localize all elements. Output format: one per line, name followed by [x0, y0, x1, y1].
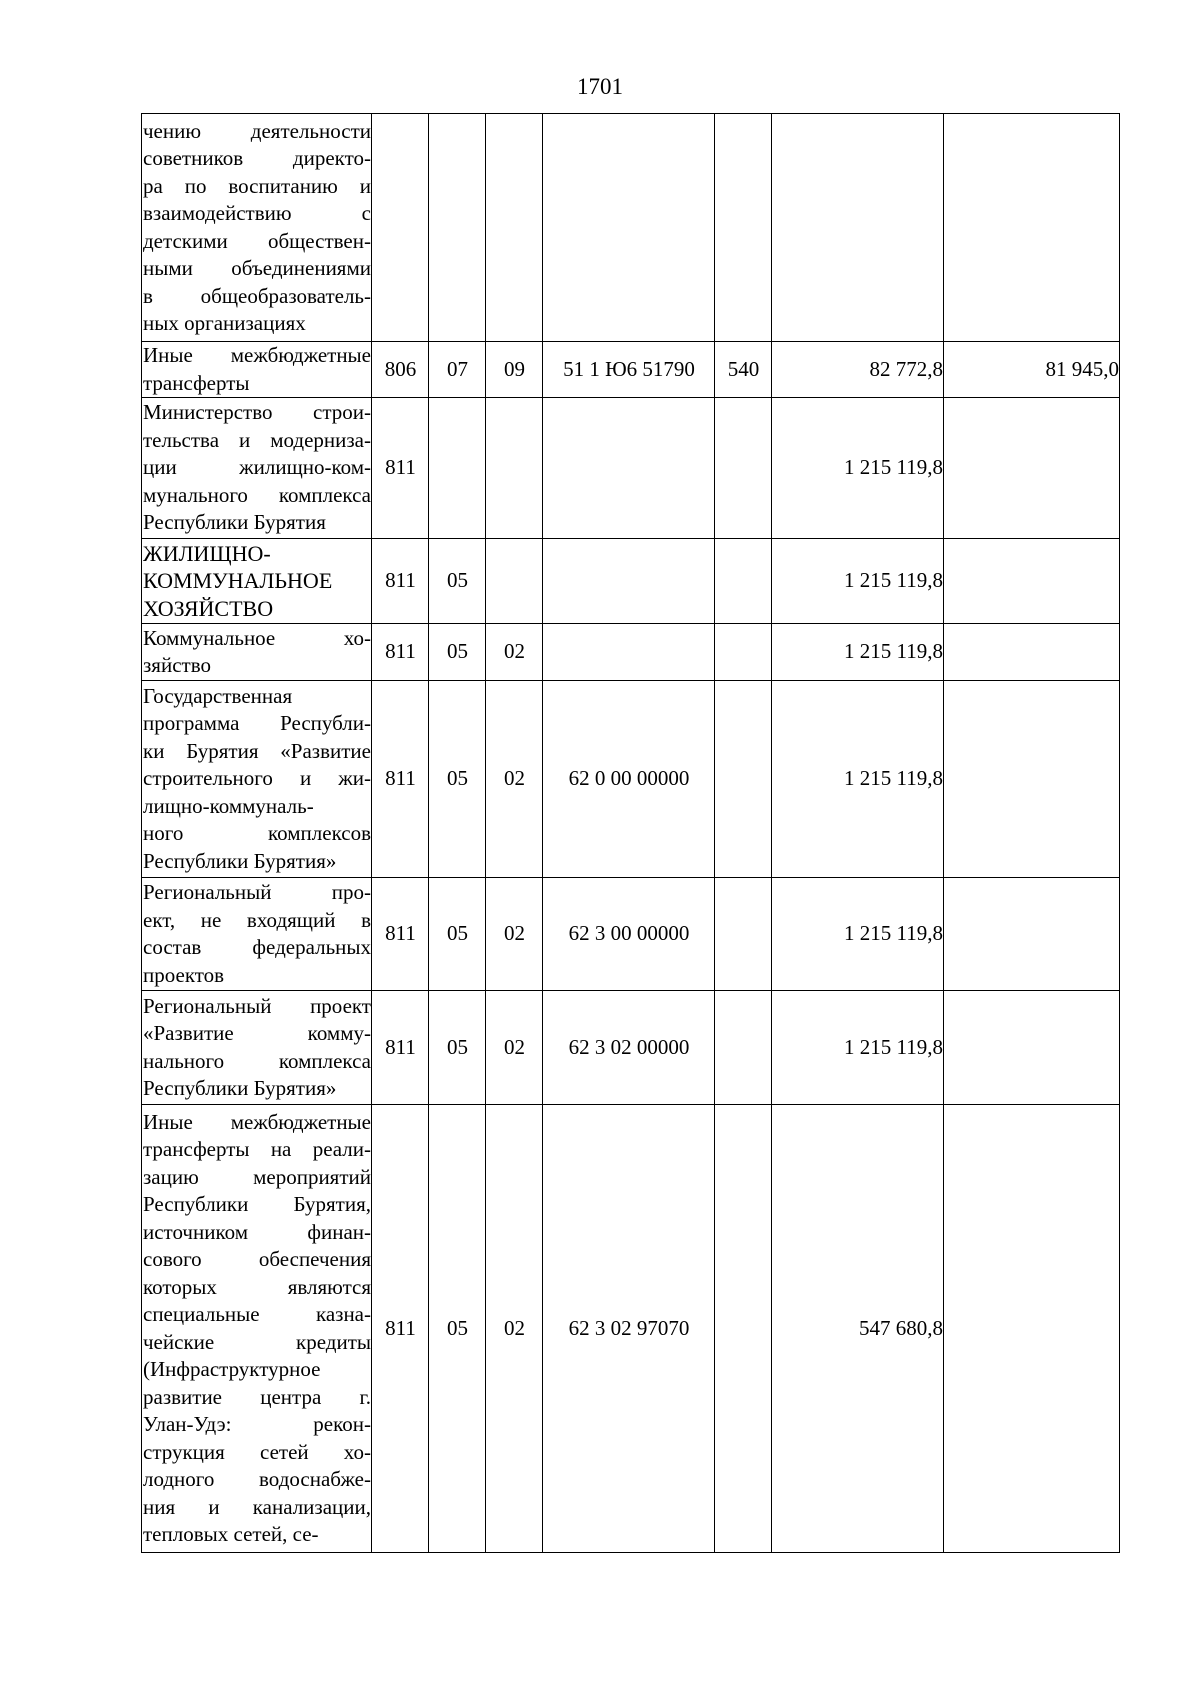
cell-amount-2 — [944, 1105, 1120, 1553]
cell-amount-1: 1 215 119,8 — [772, 624, 944, 681]
name-line: взаимодействию с — [143, 201, 371, 225]
name-line: проектов — [143, 962, 225, 987]
name-line: чейские кредиты — [143, 1329, 371, 1354]
cell-expense-type — [715, 1105, 772, 1553]
name-line: лищно-коммуналь- — [143, 793, 314, 818]
cell-subsection — [486, 114, 543, 342]
name-line: ки Бурятия «Развитие — [143, 738, 371, 763]
table-row — [142, 681, 1120, 878]
cell-amount-1: 1 215 119,8 — [772, 539, 944, 624]
name-line: Иные межбюджетные — [143, 1109, 371, 1134]
cell-subsection: 02 — [486, 681, 543, 878]
name-line: КОММУНАЛЬНОЕ — [143, 568, 333, 594]
name-line: Министерство строи- — [143, 400, 371, 425]
cell-subsection: 02 — [486, 991, 543, 1105]
cell-section: 05 — [429, 624, 486, 681]
cell-grbs: 806 — [372, 342, 429, 398]
name-line: Региональный проект — [143, 993, 371, 1018]
cell-section: 05 — [429, 878, 486, 991]
name-line: ект, не входящий в — [143, 907, 371, 932]
cell-name — [142, 114, 372, 342]
name-line: трансферты — [143, 370, 250, 395]
name-line: Республики Бурятия — [143, 510, 326, 535]
cell-amount-2 — [944, 114, 1120, 342]
cell-subsection: 09 — [486, 342, 543, 398]
cell-grbs: 811 — [372, 991, 429, 1105]
cell-grbs: 811 — [372, 1105, 429, 1553]
name-line: Республики Бурятия, — [143, 1192, 371, 1216]
cell-section: 05 — [429, 1105, 486, 1553]
cell-name — [142, 539, 372, 624]
name-line: ния и канализации, — [143, 1494, 371, 1519]
name-line: лодного водоснабже- — [143, 1467, 371, 1491]
name-line: ного комплексов — [143, 821, 371, 846]
name-line: детскими обществен- — [143, 228, 371, 253]
cell-amount-2 — [944, 624, 1120, 681]
cell-expense-type — [715, 398, 772, 539]
cell-section — [429, 398, 486, 539]
cell-amount-2 — [944, 991, 1120, 1105]
name-line: состав федеральных — [143, 935, 371, 959]
name-line: специальные казна- — [143, 1302, 371, 1326]
name-line: в общеобразователь- — [143, 283, 371, 308]
name-line: Региональный про- — [143, 880, 371, 904]
cell-section: 07 — [429, 342, 486, 398]
name-line: «Развитие комму- — [143, 1021, 371, 1045]
cell-amount-1 — [772, 114, 944, 342]
name-line: Улан-Удэ: рекон- — [143, 1412, 371, 1436]
name-line: струкция сетей хо- — [143, 1439, 371, 1464]
name-line: развитие центра г. — [143, 1384, 371, 1409]
cell-expense-type — [715, 681, 772, 878]
name-line: источником финан- — [143, 1219, 371, 1244]
name-line: советников директо- — [143, 146, 371, 170]
name-line: ЖИЛИЩНО- — [143, 540, 271, 566]
cell-amount-2 — [944, 878, 1120, 991]
cell-grbs: 811 — [372, 398, 429, 539]
cell-subsection: 02 — [486, 1105, 543, 1553]
name-line: (Инфраструктурное — [143, 1357, 321, 1381]
cell-target-article: 62 3 02 00000 — [543, 991, 715, 1105]
cell-grbs: 811 — [372, 624, 429, 681]
cell-expense-type: 540 — [715, 342, 772, 398]
cell-target-article: 62 3 02 97070 — [543, 1105, 715, 1553]
cell-subsection: 02 — [486, 624, 543, 681]
name-line: ными объединениями — [143, 256, 371, 280]
cell-amount-2: 81 945,0 — [944, 342, 1120, 398]
name-line: тельства и модерниза- — [143, 427, 371, 452]
name-line: ра по воспитанию и — [143, 173, 371, 198]
table-row — [142, 624, 1120, 681]
cell-name — [142, 991, 372, 1105]
cell-grbs — [372, 114, 429, 342]
cell-amount-2 — [944, 539, 1120, 624]
cell-target-article — [543, 624, 715, 681]
cell-target-article — [543, 539, 715, 624]
name-line: сового обеспечения — [143, 1247, 371, 1271]
cell-expense-type — [715, 991, 772, 1105]
cell-name — [142, 342, 372, 398]
name-line: нального комплекса — [143, 1048, 371, 1073]
name-line: трансферты на реали- — [143, 1137, 371, 1161]
name-line: ХОЗЯЙСТВО — [143, 595, 274, 621]
name-line: зацию мероприятий — [143, 1164, 371, 1189]
cell-grbs: 811 — [372, 539, 429, 624]
name-line: программа Республи- — [143, 711, 371, 736]
name-line: Иные межбюджетные — [143, 343, 371, 367]
name-line: строительного и жи- — [143, 766, 371, 791]
cell-grbs: 811 — [372, 681, 429, 878]
cell-amount-1: 82 772,8 — [772, 342, 944, 398]
cell-amount-1: 1 215 119,8 — [772, 681, 944, 878]
cell-section: 05 — [429, 539, 486, 624]
cell-section — [429, 114, 486, 342]
name-line: тепловых сетей, се- — [143, 1522, 319, 1546]
name-line: мунального комплекса — [143, 482, 371, 507]
cell-name — [142, 681, 372, 878]
table-row — [142, 342, 1120, 398]
cell-subsection: 02 — [486, 878, 543, 991]
table-row — [142, 114, 1120, 342]
name-line: ции жилищно-ком- — [143, 455, 371, 480]
name-line: Республики Бурятия» — [143, 1076, 337, 1100]
cell-expense-type — [715, 539, 772, 624]
name-line: Коммунальное хо- — [143, 625, 371, 650]
cell-grbs: 811 — [372, 878, 429, 991]
name-line: Государственная — [143, 683, 293, 708]
cell-amount-2 — [944, 681, 1120, 878]
cell-section: 05 — [429, 991, 486, 1105]
cell-name — [142, 1105, 372, 1553]
name-line: Республики Бурятия» — [143, 848, 337, 873]
cell-target-article: 51 1 Ю6 51790 — [543, 342, 715, 398]
cell-expense-type — [715, 878, 772, 991]
table-row — [142, 991, 1120, 1105]
cell-target-article — [543, 114, 715, 342]
cell-amount-1: 547 680,8 — [772, 1105, 944, 1553]
table-row — [142, 1105, 1120, 1553]
cell-subsection — [486, 539, 543, 624]
table-row — [142, 539, 1120, 624]
name-line: зяйство — [143, 653, 211, 677]
table-body — [142, 114, 1120, 1553]
table-row — [142, 878, 1120, 991]
cell-target-article: 62 0 00 00000 — [543, 681, 715, 878]
cell-expense-type — [715, 114, 772, 342]
budget-table — [141, 113, 1120, 1553]
cell-name — [142, 624, 372, 681]
name-line: чению деятельности — [143, 118, 371, 143]
cell-expense-type — [715, 624, 772, 681]
table-row — [142, 398, 1120, 539]
cell-name — [142, 878, 372, 991]
cell-section: 05 — [429, 681, 486, 878]
name-line: ных организациях — [143, 311, 306, 335]
cell-amount-1: 1 215 119,8 — [772, 991, 944, 1105]
name-line: которых являются — [143, 1274, 371, 1299]
cell-amount-1: 1 215 119,8 — [772, 398, 944, 539]
cell-amount-1: 1 215 119,8 — [772, 878, 944, 991]
cell-subsection — [486, 398, 543, 539]
cell-amount-2 — [944, 398, 1120, 539]
page-number: 1701 — [577, 74, 623, 99]
cell-target-article — [543, 398, 715, 539]
cell-name — [142, 398, 372, 539]
cell-target-article: 62 3 00 00000 — [543, 878, 715, 991]
